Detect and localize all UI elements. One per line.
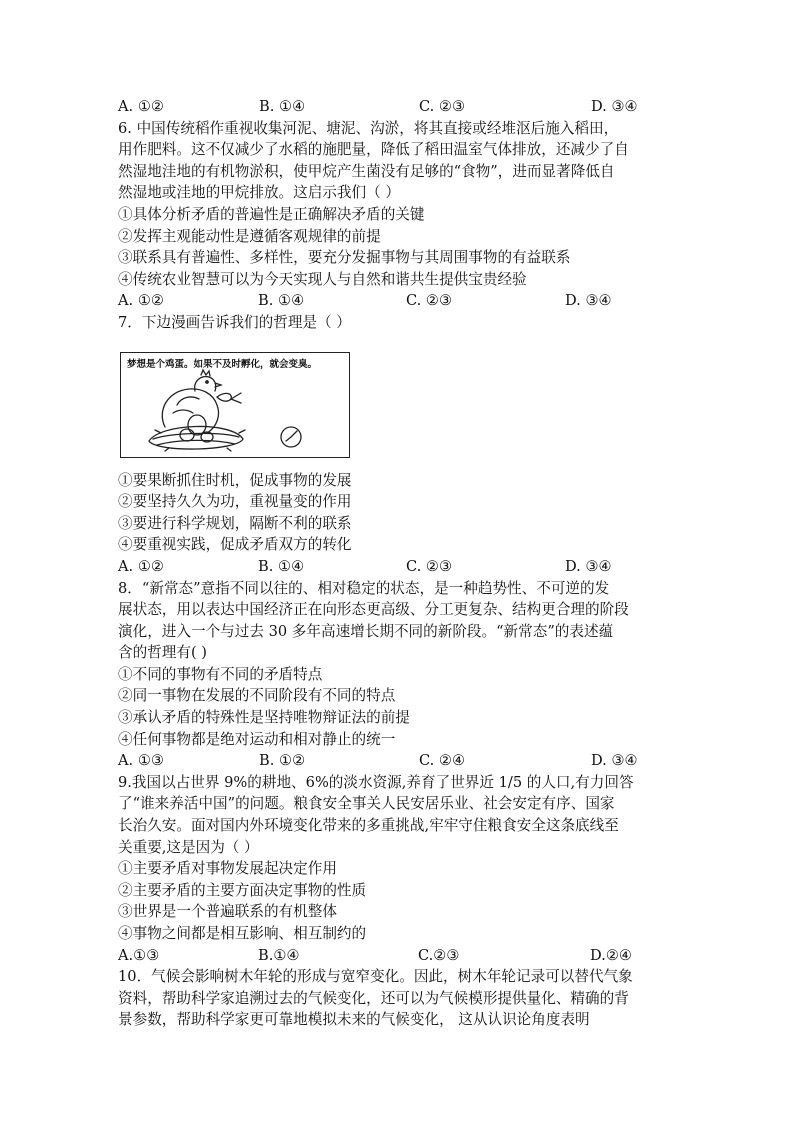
option-c: C. ②③ [406, 292, 453, 310]
option-d: D. ③④ [565, 557, 612, 575]
option-b: B. ①④ [258, 557, 305, 575]
q9-stem-line: 长治久安。面对国内外环境变化带来的多重挑战,牢牢守住粮食安全这条底线至 [118, 817, 619, 835]
option-c: C.②③ [418, 946, 460, 964]
question-8 [118, 578, 683, 772]
option-a: A. ①③ [118, 752, 164, 770]
q9-item-3: ③世界是一个普遍联系的有机整体 [118, 903, 337, 921]
q9-item-2: ②主要矛盾的主要方面决定事物的性质 [118, 881, 367, 899]
question-9 [118, 772, 683, 966]
q9-stem-line: 关重要,这是因为（ ） [118, 838, 259, 856]
option-a: A. ①② [118, 98, 164, 115]
q7-item-1: ①要果断抓住时机，促成事物的发展 [118, 471, 352, 489]
option-d: D. ③④ [565, 292, 612, 310]
q5-options [118, 96, 683, 118]
q10-stem-line: 10．气候会影响树木年轮的形成与宽窄变化。因此，树木年轮记录可以替代气象 [118, 968, 633, 986]
q7-stem: 7．下边漫画告诉我们的哲理是（ ） [118, 313, 351, 331]
q8-stem-line: 含的哲理有( ) [118, 644, 207, 662]
option-a: A. ①② [118, 557, 164, 575]
q8-options [118, 750, 683, 772]
option-b: B.①④ [258, 946, 300, 964]
cartoon-caption: 梦想是个鸡蛋。如果不及时孵化，就会变臭。 [127, 358, 318, 370]
question-10 [118, 966, 683, 1031]
exam-page [118, 96, 683, 1031]
hen-on-nest-icon [121, 353, 349, 457]
option-a: A.①③ [118, 946, 160, 964]
question-7 [118, 312, 683, 578]
option-c: C. ②④ [419, 752, 466, 770]
hen-cartoon [120, 352, 350, 458]
option-c: C. ②③ [419, 98, 466, 115]
q8-item-3: ③承认矛盾的特殊性是坚持唯物辩证法的前提 [118, 709, 410, 727]
q6-item-3: ③联系具有普遍性、多样性，要充分发掘事物与其周围事物的有益联系 [118, 249, 571, 267]
q6-item-2: ②发挥主观能动性是遵循客观规律的前提 [118, 227, 381, 245]
q10-stem-line: 景参数，帮助科学家更可靠地模拟未来的气候变化， 这从认识论角度表明 [118, 1011, 590, 1029]
q7-item-4: ④要重视实践，促成矛盾双方的转化 [118, 536, 352, 554]
q10-stem-line: 资料，帮助科学家追溯过去的气候变化，还可以为气候模形提供量化、精确的背 [118, 989, 629, 1007]
q8-stem-line: 8．“新常态”意指不同以往的、相对稳定的状态，是一种趋势性、不可逆的发 [118, 579, 610, 597]
option-d: D.②④ [590, 946, 632, 964]
q8-stem-line: 演化，进入一个与过去 30 多年高速增长期不同的新阶段。“新常态”的表述蕴 [118, 622, 614, 640]
q9-stem-line: 了“谁来养活中国”的问题。粮食安全事关人民安居乐业、社会安定有序、国家 [118, 795, 615, 813]
q6-item-4: ④传统农业智慧可以为今天实现人与自然和谐共生提供宝贵经验 [118, 270, 527, 288]
q8-item-1: ①不同的事物有不同的矛盾特点 [118, 665, 323, 683]
option-b: B. ①② [259, 752, 306, 770]
q8-item-4: ④任何事物都是绝对运动和相对静止的统一 [118, 730, 396, 748]
q7-item-2: ②要坚持久久为功，重视量变的作用 [118, 493, 352, 511]
q6-options [118, 290, 683, 312]
option-d: D. ③④ [591, 752, 638, 770]
q6-stem-line: 然湿地或洼地的甲烷排放。这启示我们（ ） [118, 184, 400, 202]
question-6 [118, 118, 683, 312]
q8-item-2: ②同一事物在发展的不同阶段有不同的特点 [118, 687, 396, 705]
q6-stem-line: 然湿地洼地的有机物淤积，使甲烷产生菌没有足够的“食物”，进而显著降低自 [118, 162, 615, 180]
q8-stem-line: 展状态，用以表达中国经济正在向形态更高级、分工更复杂、结构更合理的阶段 [118, 601, 629, 619]
q6-stem-line: 6. 中国传统稻作重视收集河泥、塘泥、沟淤，将其直接或经堆沤后施入稻田， [118, 119, 619, 137]
q7-item-3: ③要进行科学规划，隔断不利的联系 [118, 514, 352, 532]
q6-item-1: ①具体分析矛盾的普遍性是正确解决矛盾的关键 [118, 205, 425, 223]
q9-stem-line: 9.我国以占世界 9%的耕地、6%的淡水资源,养育了世界近 1/5 的人口,有力回答 [118, 773, 634, 791]
option-b: B. ①④ [258, 292, 305, 310]
q9-item-4: ④事物之间都是相互影响、相互制约的 [118, 925, 367, 942]
option-b: B. ①④ [259, 98, 306, 115]
q9-options [118, 945, 683, 967]
option-c: C. ②③ [406, 557, 453, 575]
option-a: A. ①② [118, 292, 164, 310]
option-d: D. ③④ [591, 98, 638, 115]
q9-item-1: ①主要矛盾对事物发展起决定作用 [118, 860, 337, 878]
q7-options [118, 556, 683, 578]
q6-stem-line: 用作肥料。这不仅减少了水稻的施肥量，降低了稻田温室气体排放，还减少了自 [118, 141, 629, 159]
